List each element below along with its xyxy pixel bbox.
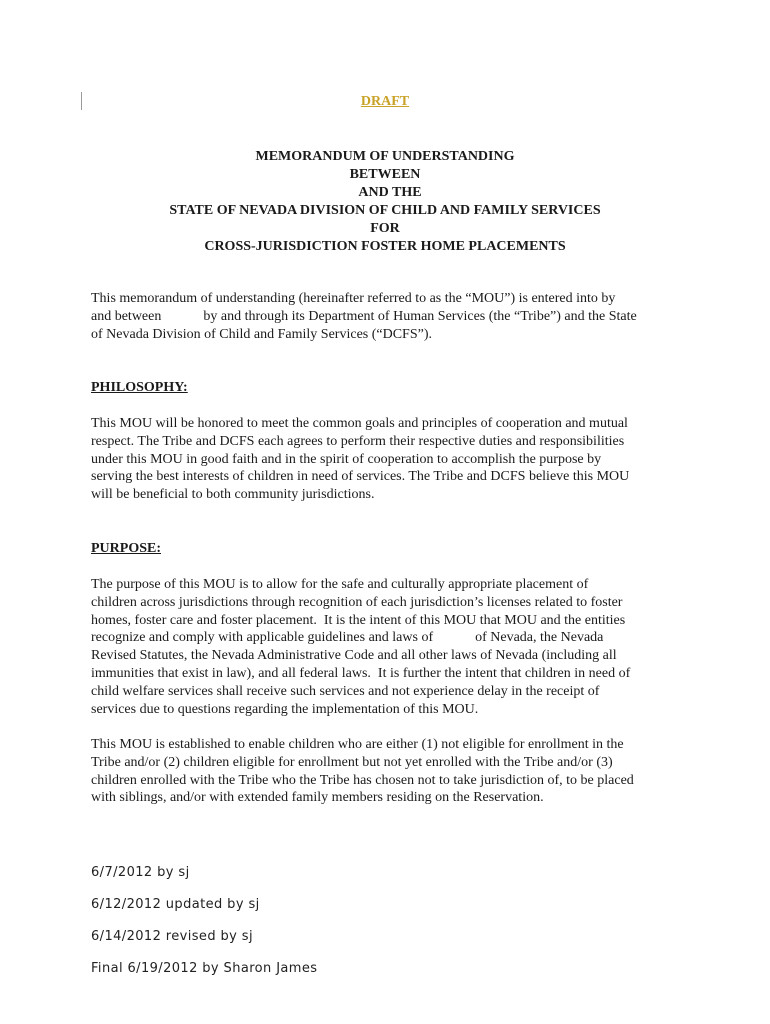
purpose-p1-line-5: Revised Statutes, the Nevada Administrative Code and all other laws of Nevada (including all (91, 648, 617, 664)
purpose-p1-line-3: homes, foster care and foster placement. It is the intent of this MOU that MOU and the entities (91, 612, 626, 628)
purpose-p1-line-2: children across jurisdictions through recognition of each jurisdiction’s licenses related to foster (91, 594, 623, 610)
purpose-p1-line-4: recognize and comply with applicable guidelines and laws of of Nevada, the Nevada (91, 630, 604, 646)
philosophy-paragraph (91, 415, 691, 504)
purpose-paragraph-1 (91, 576, 691, 718)
purpose-p1-line-8: services due to questions regarding the implementation of this MOU. (91, 701, 479, 717)
purpose-p2-line-2: Tribe and/or (2) children eligible for enrollment but not yet enrolled with the Tribe and/or (3) (91, 754, 613, 770)
philosophy-heading: PHILOSOPHY: (91, 380, 188, 395)
purpose-paragraph-2 (91, 736, 691, 807)
title-line-1: MEMORANDUM OF UNDERSTANDING (255, 149, 515, 164)
philosophy-line-1: This MOU will be honored to meet the common goals and principles of cooperation and mutual (91, 416, 628, 431)
purpose-p1-line-6: immunities that exist in law), and all federal laws. It is further the intent that children in need of (91, 665, 631, 681)
philosophy-line-2: respect. The Tribe and DCFS each agrees to perform their respective duties and responsibilities (91, 433, 625, 449)
purpose-p1-line-7: child welfare services shall receive such services and not experience delay in the receipt of (91, 683, 600, 699)
title-line-2: BETWEEN (349, 167, 421, 182)
title-line-3: AND THE (358, 185, 422, 200)
title-line-5: FOR (370, 221, 400, 236)
revision-entry: 6/12/2012 updated by sj (91, 897, 260, 912)
purpose-heading: PURPOSE: (91, 541, 161, 556)
purpose-p2-line-4: with siblings, and/or with extended family members residing on the Reservation. (91, 790, 544, 806)
purpose-p2-line-3: children enrolled with the Tribe who the Tribe has chosen not to take jurisdiction of, to be placed (91, 772, 634, 788)
document-title (140, 148, 630, 256)
revision-entry: Final 6/19/2012 by Sharon James (91, 961, 318, 976)
intro-line-1: This memorandum of understanding (hereinafter referred to as the “MOU”) is entered into by (91, 291, 616, 306)
title-line-6: CROSS-JURISDICTION FOSTER HOME PLACEMENTS (204, 239, 566, 254)
intro-line-3: of Nevada Division of Child and Family Services (“DCFS”). (91, 326, 433, 342)
draft-label: DRAFT (360, 94, 410, 109)
intro-paragraph (91, 290, 691, 343)
title-line-4: STATE OF NEVADA DIVISION OF CHILD AND FAMILY SERVICES (169, 203, 601, 218)
philosophy-line-3: under this MOU in good faith and in the spirit of cooperation to accomplish the purpose by (91, 451, 602, 467)
philosophy-line-5: will be beneficial to both community jurisdictions. (91, 487, 375, 503)
revision-entry: 6/7/2012 by sj (91, 865, 190, 880)
purpose-p1-line-1: The purpose of this MOU is to allow for the safe and culturally appropriate placement of (91, 577, 589, 592)
intro-line-2: and between by and through its Department of Human Services (the “Tribe”) and the State (91, 308, 637, 324)
revision-entry: 6/14/2012 revised by sj (91, 929, 253, 944)
purpose-p2-line-1: This MOU is established to enable children who are either (1) not eligible for enrollment in the (91, 737, 624, 752)
philosophy-line-4: serving the best interests of children in need of services. The Tribe and DCFS believe this MOU (91, 469, 630, 485)
